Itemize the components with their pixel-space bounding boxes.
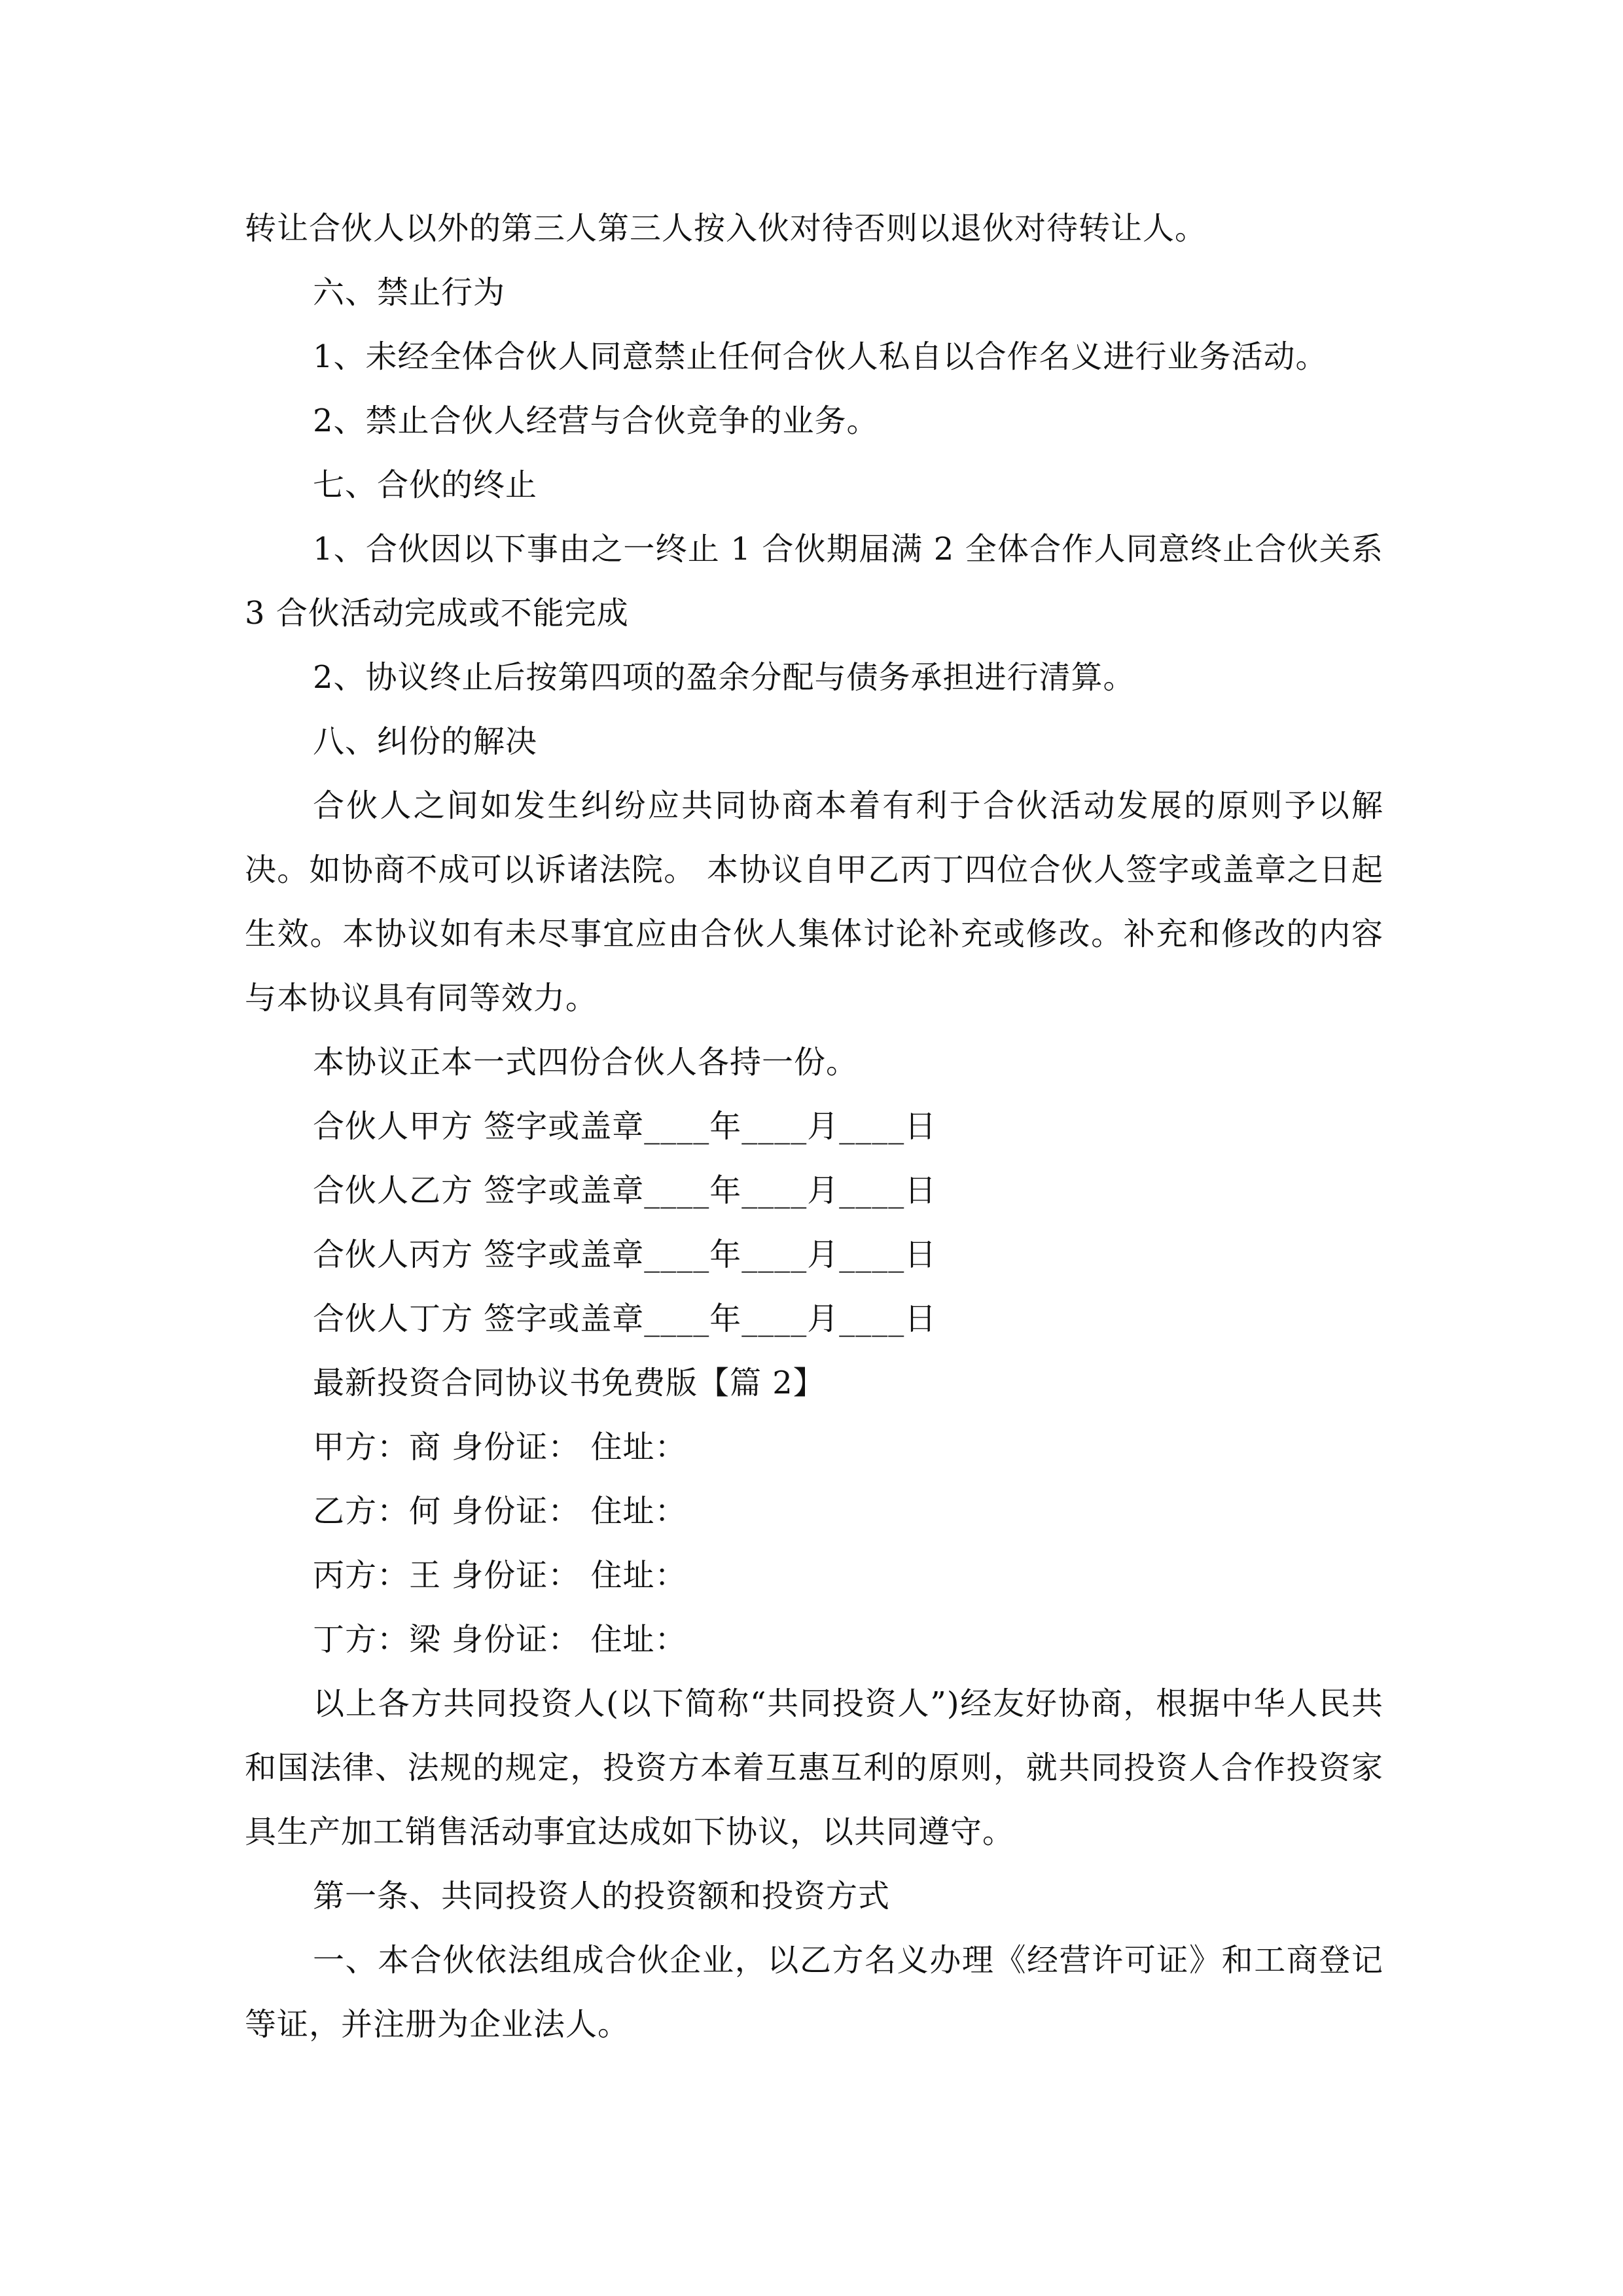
- clause-termination-1: 1、合伙因以下事由之一终止 1 合伙期届满 2 全体合作人同意终止合伙关系 3 合伙活动完成或不能完成: [245, 531, 1383, 632]
- party-d-info: 丁方：梁 身份证： 住址：: [313, 1621, 687, 1658]
- clause-termination-2: 2、协议终止后按第四项的盈余分配与债务承担进行清算。: [313, 659, 1135, 696]
- signature-line-party-a: 合伙人甲方 签字或盖章____年____月____日: [313, 1108, 937, 1145]
- party-b-info: 乙方：何 身份证： 住址：: [313, 1493, 687, 1530]
- article-1-heading: 第一条、共同投资人的投资额和投资方式: [313, 1878, 891, 1914]
- article-title-part-2: 最新投资合同协议书免费版【篇 2】: [313, 1365, 825, 1401]
- party-a-info: 甲方：商 身份证： 住址：: [313, 1429, 687, 1465]
- paragraph-continuation: 转让合伙人以外的第三人第三人按入伙对待否则以退伙对待转让人。: [245, 210, 1207, 247]
- section-heading-disputes: 八、纠份的解决: [313, 723, 538, 760]
- clause-prohibition-2: 2、禁止合伙人经营与合伙竞争的业务。: [313, 403, 879, 439]
- signature-line-party-b: 合伙人乙方 签字或盖章____年____月____日: [313, 1172, 937, 1209]
- party-c-info: 丙方：王 身份证： 住址：: [313, 1557, 687, 1594]
- section-heading-prohibited-acts: 六、禁止行为: [313, 274, 506, 311]
- document-body: [245, 196, 1383, 2056]
- signature-line-party-d: 合伙人丁方 签字或盖章____年____月____日: [313, 1300, 937, 1337]
- clause-copies: 本协议正本一式四份合伙人各持一份。: [313, 1044, 859, 1081]
- preamble-paragraph: 以上各方共同投资人(以下简称“共同投资人”)经友好协商，根据中华人民共和国法律、法规的规定，投资方本着互惠互利的原则，就共同投资人合作投资家具生产加工销售活动事宜达成如下协议，以共同遵守。: [245, 1685, 1383, 1850]
- article-1-clause-1: 一、本合伙依法组成合伙企业，以乙方名义办理《经营许可证》和工商登记等证，并注册为企业法人。: [245, 1942, 1383, 2043]
- clause-disputes-body: 合伙人之间如发生纠纷应共同协商本着有利于合伙活动发展的原则予以解决。如协商不成可以诉诸法院。 本协议自甲乙丙丁四位合伙人签字或盖章之日起生效。本协议如有未尽事宜应由合伙人集体讨论补充或修改。补充和修改的内容与本协议具有同等效力。: [245, 787, 1383, 1016]
- section-heading-termination: 七、合伙的终止: [313, 467, 538, 503]
- clause-prohibition-1: 1、未经全体合伙人同意禁止任何合伙人私自以合作名义进行业务活动。: [313, 338, 1328, 375]
- signature-line-party-c: 合伙人丙方 签字或盖章____年____月____日: [313, 1236, 937, 1273]
